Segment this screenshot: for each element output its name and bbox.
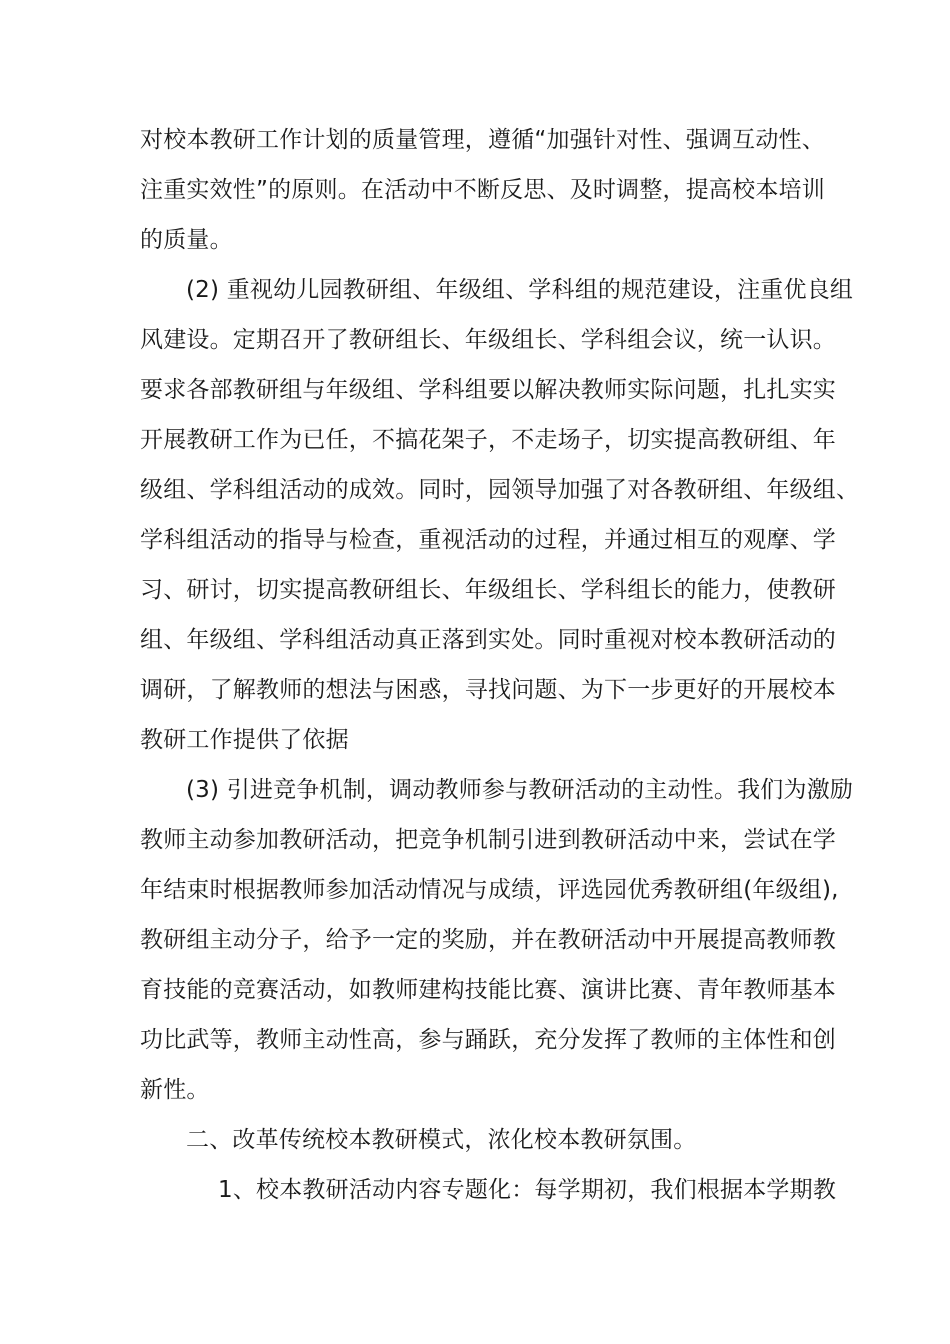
text-line: 调研，了解教师的想法与困惑，寻找问题、为下一步更好的开展校本 xyxy=(140,677,836,703)
text-line: 学科组活动的指导与检查，重视活动的过程，并通过相互的观摩、学 xyxy=(140,527,836,553)
text-line: 开展教研工作为已任，不搞花架子，不走场子，切实提高教研组、年 xyxy=(140,427,836,453)
text-line: 功比武等，教师主动性高，参与踊跃，充分发挥了教师的主体性和创 xyxy=(140,1027,836,1053)
paragraph-start-line: (2) 重视幼儿园教研组、年级组、学科组的规范建设，注重优良组 xyxy=(186,277,854,303)
section-heading: 二、改革传统校本教研模式，浓化校本教研氛围。 xyxy=(186,1127,697,1153)
paragraph-start-line: 1、校本教研活动内容专题化：每学期初，我们根据本学期教 xyxy=(218,1177,837,1203)
text-line: 教师主动参加教研活动，把竞争机制引进到教研活动中来，尝试在学 xyxy=(140,827,836,853)
text-line: 组、年级组、学科组活动真正落到实处。同时重视对校本教研活动的 xyxy=(140,627,836,653)
text-line: 要求各部教研组与年级组、学科组要以解决教师实际问题，扎扎实实 xyxy=(140,377,836,403)
paragraph-start-line: (3) 引进竞争机制，调动教师参与教研活动的主动性。我们为激励 xyxy=(186,777,854,803)
text-line: 新性。 xyxy=(140,1077,210,1103)
text-line: 风建设。定期召开了教研组长、年级组长、学科组会议，统一认识。 xyxy=(140,327,836,353)
text-line: 注重实效性”的原则。在活动中不断反思、及时调整，提高校本培训 xyxy=(140,177,825,203)
text-line: 育技能的竞赛活动，如教师建构技能比赛、演讲比赛、青年教师基本 xyxy=(140,977,836,1003)
text-line: 教研工作提供了依据 xyxy=(140,727,349,753)
text-line: 教研组主动分子，给予一定的奖励，并在教研活动中开展提高教师教 xyxy=(140,927,836,953)
text-line: 习、研讨，切实提高教研组长、年级组长、学科组长的能力，使教研 xyxy=(140,577,836,603)
text-line: 对校本教研工作计划的质量管理，遵循“加强针对性、强调互动性、 xyxy=(140,127,825,153)
text-line: 的质量。 xyxy=(140,227,233,253)
text-line: 年结束时根据教师参加活动情况与成绩，评选园优秀教研组(年级组), xyxy=(140,877,839,903)
text-line: 级组、学科组活动的成效。同时，园领导加强了对各教研组、年级组、 xyxy=(140,477,860,503)
